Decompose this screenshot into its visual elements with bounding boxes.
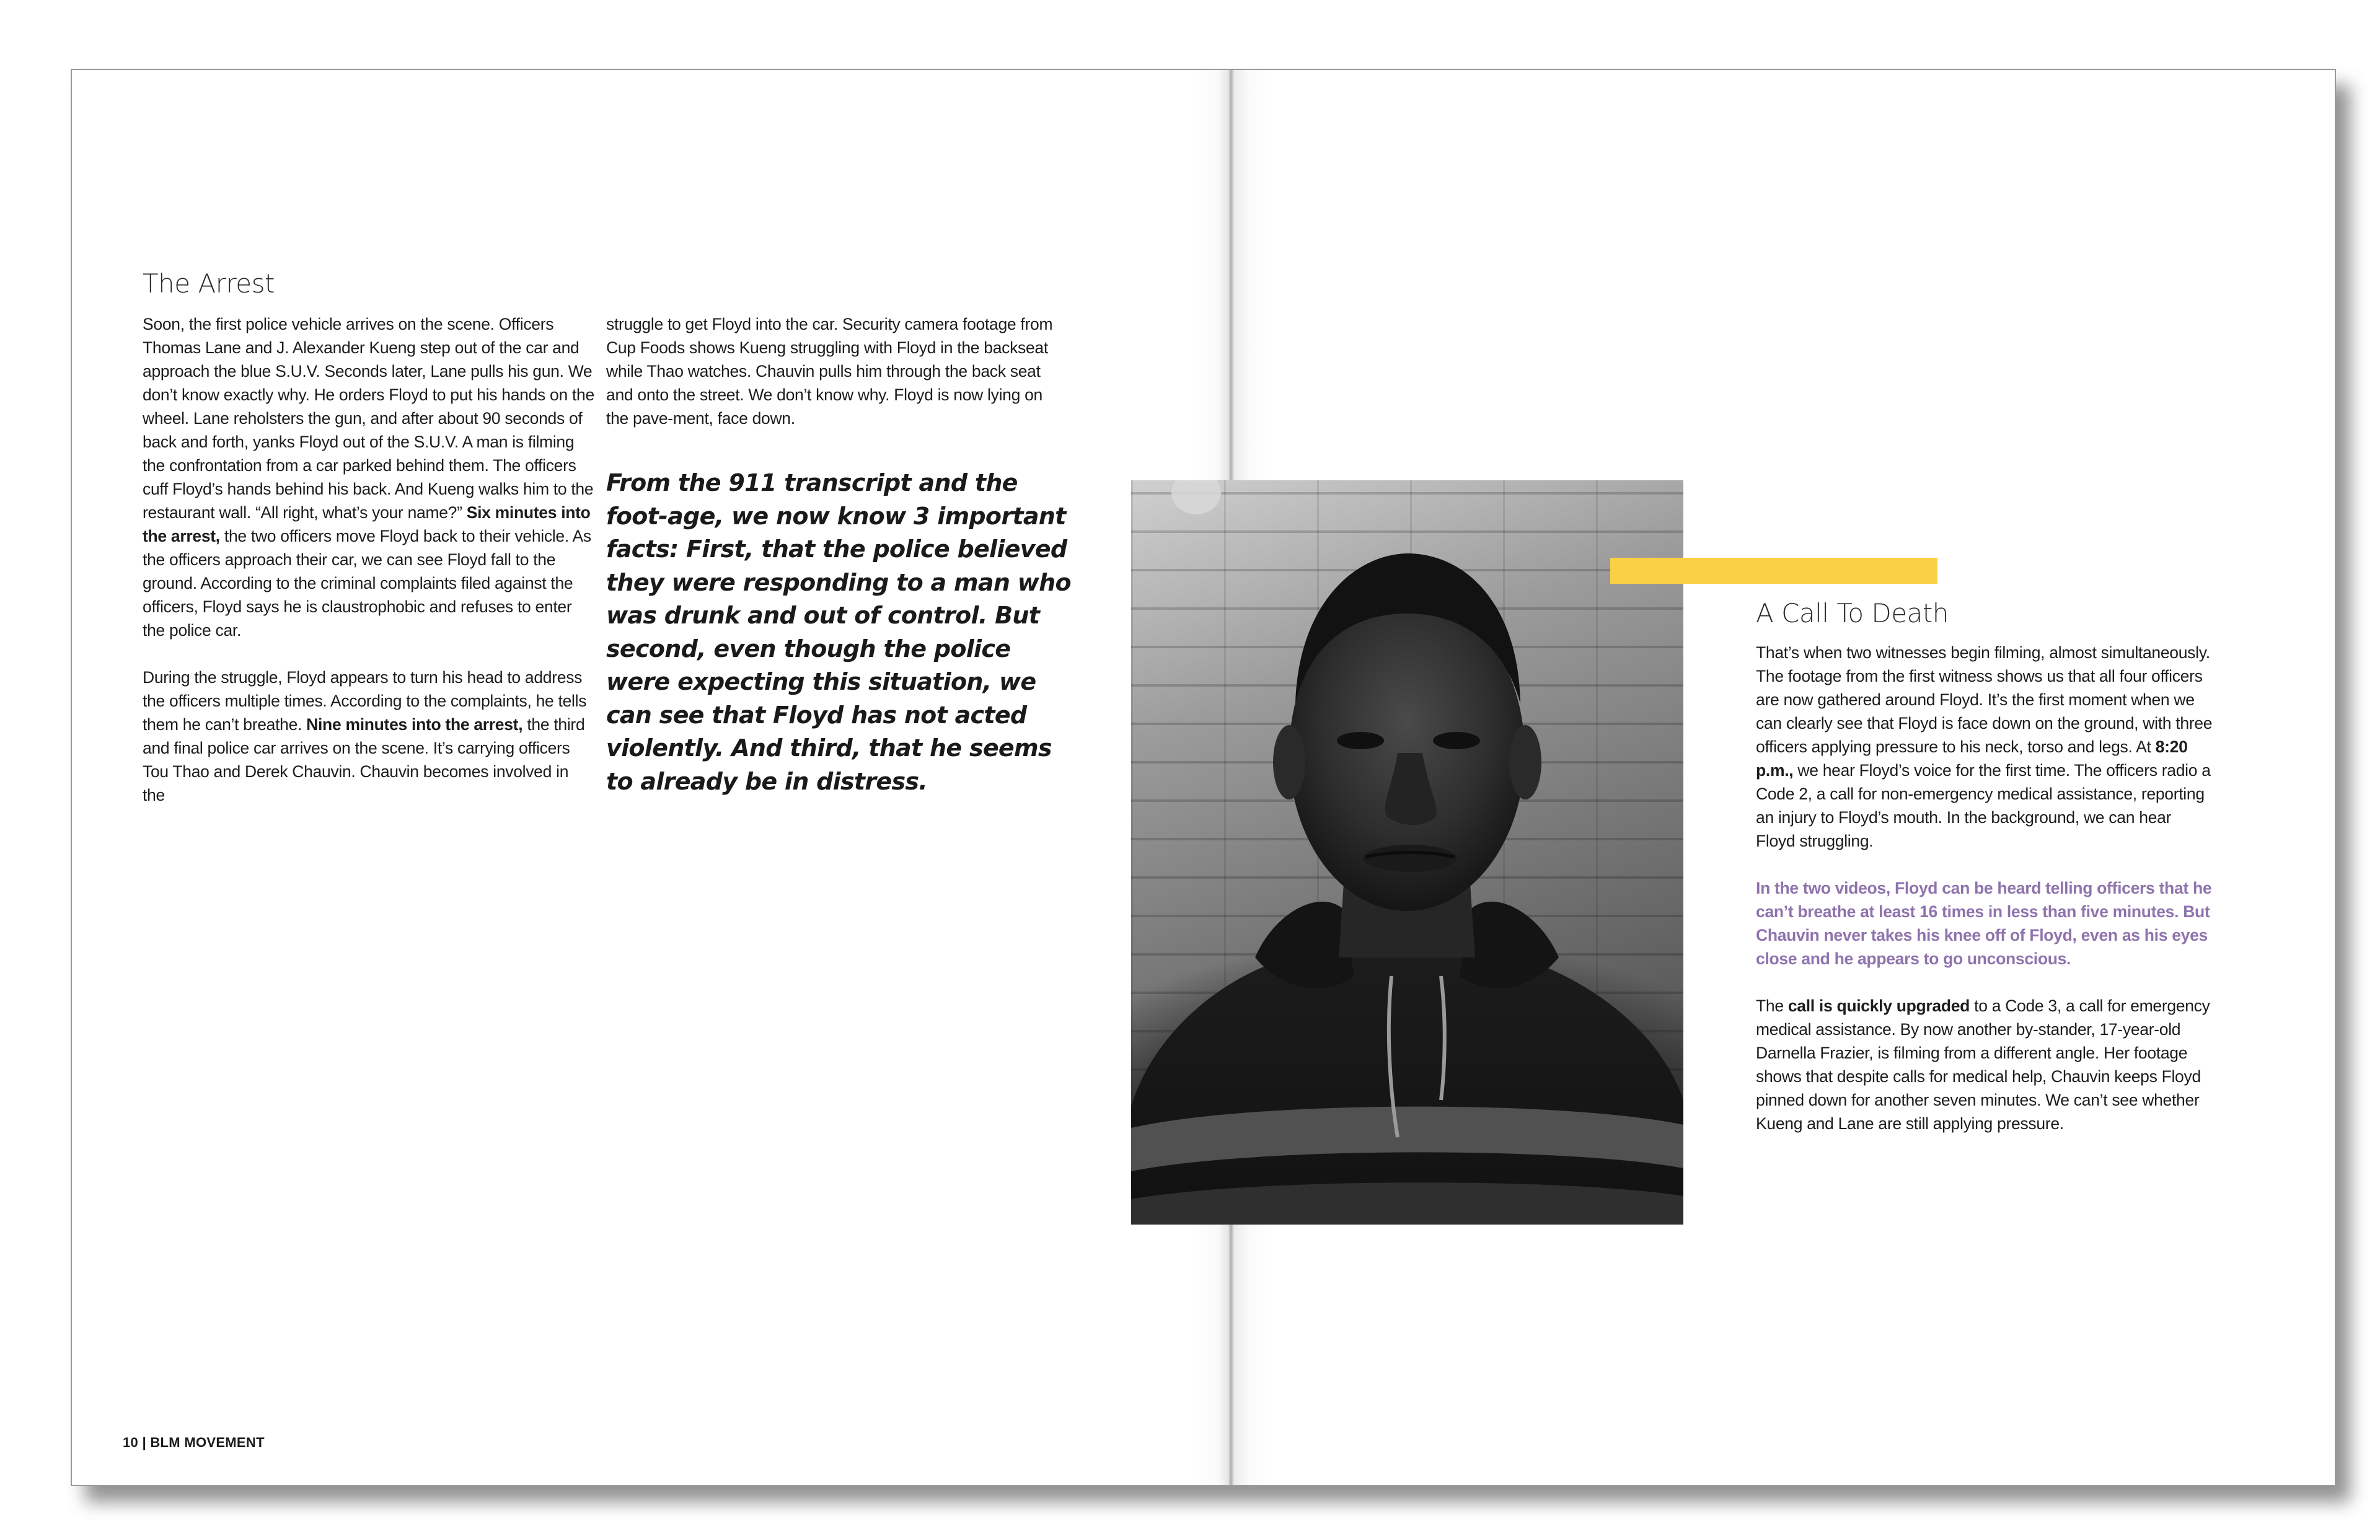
right-column bbox=[1756, 641, 2215, 1135]
magazine-spread bbox=[71, 69, 2336, 1486]
body-paragraph bbox=[1756, 641, 2215, 853]
page-folio: 10 | BLM MOVEMENT bbox=[123, 1435, 265, 1450]
heading-the-arrest: The Arrest bbox=[143, 268, 275, 299]
text-run: the two officers move Floyd back to their vehicle. As the officers approach their car, we can see Floyd fall to the ground. According to the criminal complaints filed against the officers, Floyd says he is claustrophobic and refuses to enter the police car. bbox=[143, 527, 591, 640]
pull-quote: From the 911 transcript and the foot-age, we now know 3 important facts: First, that the police believed they were responding to a man who was drunk and out of control. But second, even though the police were expecting this situation, we can see that Floyd has not acted violently. And third, that he seems to already be in distress. bbox=[606, 469, 1071, 795]
body-paragraph bbox=[1756, 994, 2215, 1135]
text-run: Soon, the first police vehicle arrives on the scene. Officers Thomas Lane and J. Alexander Kueng step out of the car and approach the blue S.U.V. Seconds later, Lane pulls his gun. We don’t know exactly why. He orders Floyd to put his hands on the wheel. Lane reholsters the gun, and after about 90 seconds of back and forth, yanks Floyd out of the S.U.V. A man is filming the confrontation from a car parked behind them. The officers cuff Floyd’s hands behind his back. And Kueng walks him to the restaurant wall. “All right, what’s your name?” bbox=[143, 315, 594, 522]
accent-bar bbox=[1610, 558, 1937, 584]
body-paragraph bbox=[143, 312, 595, 642]
heading-a-call-to-death: A Call To Death bbox=[1756, 598, 1949, 628]
bold-text-run: Six minutes into the arrest, bbox=[143, 503, 591, 545]
bold-text-run: call is quickly upgraded bbox=[1787, 997, 1970, 1015]
portrait-photo bbox=[1131, 480, 1683, 1225]
text-run: to a Code 3, a call for emergency medical assistance. By now another by-stander, 17-year-old Darnella Frazier, is filming from a different angle. Her footage shows that despite calls for medical help, Chauvin keeps Floyd pinned down for another seven minutes. We can’t see whether Kueng and Lane are still applying pressure. bbox=[1756, 997, 2210, 1133]
text-run: During the struggle, Floyd appears to turn his head to address the officers multiple times. According to the complaints, he tells them he can’t breathe. bbox=[143, 668, 587, 734]
bold-text-run: Nine minutes into the arrest, bbox=[306, 715, 523, 734]
left-column-1 bbox=[143, 312, 595, 807]
bold-text-run: 8:20 p.m., bbox=[1756, 737, 2188, 780]
purple-pull-quote: In the two videos, Floyd can be heard telling officers that he can’t breathe at least 16 times in less than five minutes. But Chauvin never takes his knee off of Floyd, even as his eyes close and he appears to go unconscious. bbox=[1756, 879, 2212, 968]
portrait-illustration bbox=[1131, 480, 1683, 1225]
text-run: That’s when two witnesses begin filming, almost simultaneously. The footage from the first witness shows us that all four officers are now gathered around Floyd. It’s the first moment when we can clearly see that Floyd is face down on the ground, with three officers applying pressure to his neck, torso and legs. At bbox=[1756, 643, 2213, 756]
left-column-2 bbox=[606, 312, 1059, 430]
text-run: we hear Floyd’s voice for the first time. The officers radio a Code 2, a call for non-emergency medical assistance, reporting an injury to Floyd’s mouth. In the background, we can hear Floyd struggling. bbox=[1756, 761, 2211, 850]
body-paragraph bbox=[143, 666, 595, 807]
text-run: the third and final police car arrives on the scene. It’s carrying officers Tou Thao and Derek Chauvin. Chauvin becomes involved in the bbox=[143, 715, 585, 804]
body-paragraph: struggle to get Floyd into the car. Security camera footage from Cup Foods shows Kueng struggling with Floyd in the backseat while Thao watches. Chauvin pulls him through the back seat and onto the street. We don’t know why. Floyd is now lying on the pave-ment, face down. bbox=[606, 315, 1053, 428]
text-run: The bbox=[1756, 997, 1788, 1015]
